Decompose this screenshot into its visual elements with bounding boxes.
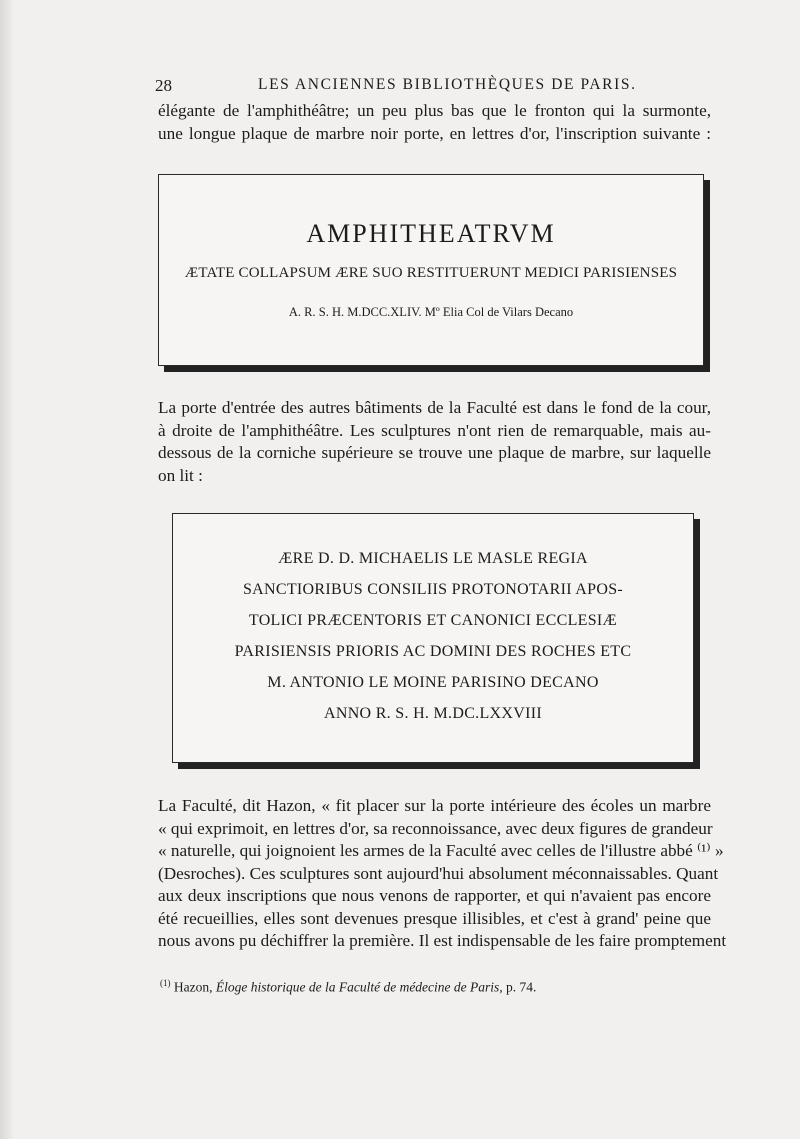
inscription-plaque-marbre xyxy=(172,513,694,763)
inscription-line: SANCTIORIBUS CONSILIIS PROTONOTARII APOS- xyxy=(242,581,624,598)
footnote-marker: (1) xyxy=(160,978,171,988)
intro-paragraph xyxy=(158,100,711,145)
text-line: élégante de l'amphithéâtre; un peu plus bas que le fronton qui la surmonte, xyxy=(158,101,711,120)
text-line: La Faculté, dit Hazon, « fit placer sur la porte intérieure des écoles un marbre xyxy=(158,796,711,815)
inscription-line: ÆRE D. D. MICHAELIS LE MASLE REGIA xyxy=(278,550,588,567)
inscription-line: PARISIENSIS PRIORIS AC DOMINI DES ROCHES ETC xyxy=(234,643,632,660)
text-line: à droite de l'amphithéâtre. Les sculptures n'ont rien de remarquable, mais au- xyxy=(158,420,711,440)
inscription-line: ANNO R. S. H. M.DC.LXXVIII xyxy=(323,705,543,722)
page-header xyxy=(155,76,710,100)
footnote-author: Hazon, xyxy=(173,979,213,995)
running-title: LES ANCIENNES BIBLIOTHÈQUES DE PARIS. xyxy=(258,76,637,93)
text-line: (Desroches). Ces sculptures sont aujourd'hui absolument méconnaissables. Quant xyxy=(158,863,719,883)
text-line: « naturelle, qui joignoient les armes de la Faculté avec celles de l'illustre abbé ⁽¹⁾ » xyxy=(158,841,724,860)
text-line: nous avons pu déchiffrer la première. Il est indispensable de les faire promptement xyxy=(158,931,727,950)
inscription-plaque-amphitheatre xyxy=(158,174,704,366)
inscription-title: AMPHITHEATRVM xyxy=(306,219,556,248)
text-line: aux deux inscriptions que nous venons de rapporter, et qui n'avaient pas encore xyxy=(158,886,711,905)
text-line: La porte d'entrée des autres bâtiments de la Faculté est dans le fond de la cour, xyxy=(158,398,711,417)
text-line: été recueillies, elles sont devenues presque illisibles, et c'est à grand' peine que xyxy=(158,908,711,928)
footnote-title: Éloge historique de la Faculté de médecine de Paris, xyxy=(215,979,503,995)
paragraph-hazon xyxy=(158,795,727,953)
page-number: 28 xyxy=(155,76,172,95)
page-gutter-shadow xyxy=(0,0,14,1139)
text-line: « qui exprimoit, en lettres d'or, sa reconnoissance, avec deux figures de grandeur xyxy=(158,818,713,838)
inscription-line: M. ANTONIO LE MOINE PARISINO DECANO xyxy=(267,674,599,691)
inscription-line: A. R. S. H. M.DCC.XLIV. Mº Elia Col de Vilars Decano xyxy=(288,305,574,319)
inscription-line: ÆTATE COLLAPSUM ÆRE SUO RESTITUERUNT MEDICI PARISIENSES xyxy=(184,265,678,281)
text-line: on lit : xyxy=(158,465,203,485)
paragraph-porte-entree xyxy=(158,397,711,487)
inscription-line: TOLICI PRÆCENTORIS ET CANONICI ECCLESIÆ xyxy=(248,612,618,629)
text-line: une longue plaque de marbre noir porte, en lettres d'or, l'inscription suivante : xyxy=(158,123,711,143)
text-line: dessous de la corniche supérieure se trouve une plaque de marbre, sur laquelle xyxy=(158,443,711,462)
footnote-page: p. 74. xyxy=(506,979,537,995)
footnote xyxy=(160,978,536,996)
